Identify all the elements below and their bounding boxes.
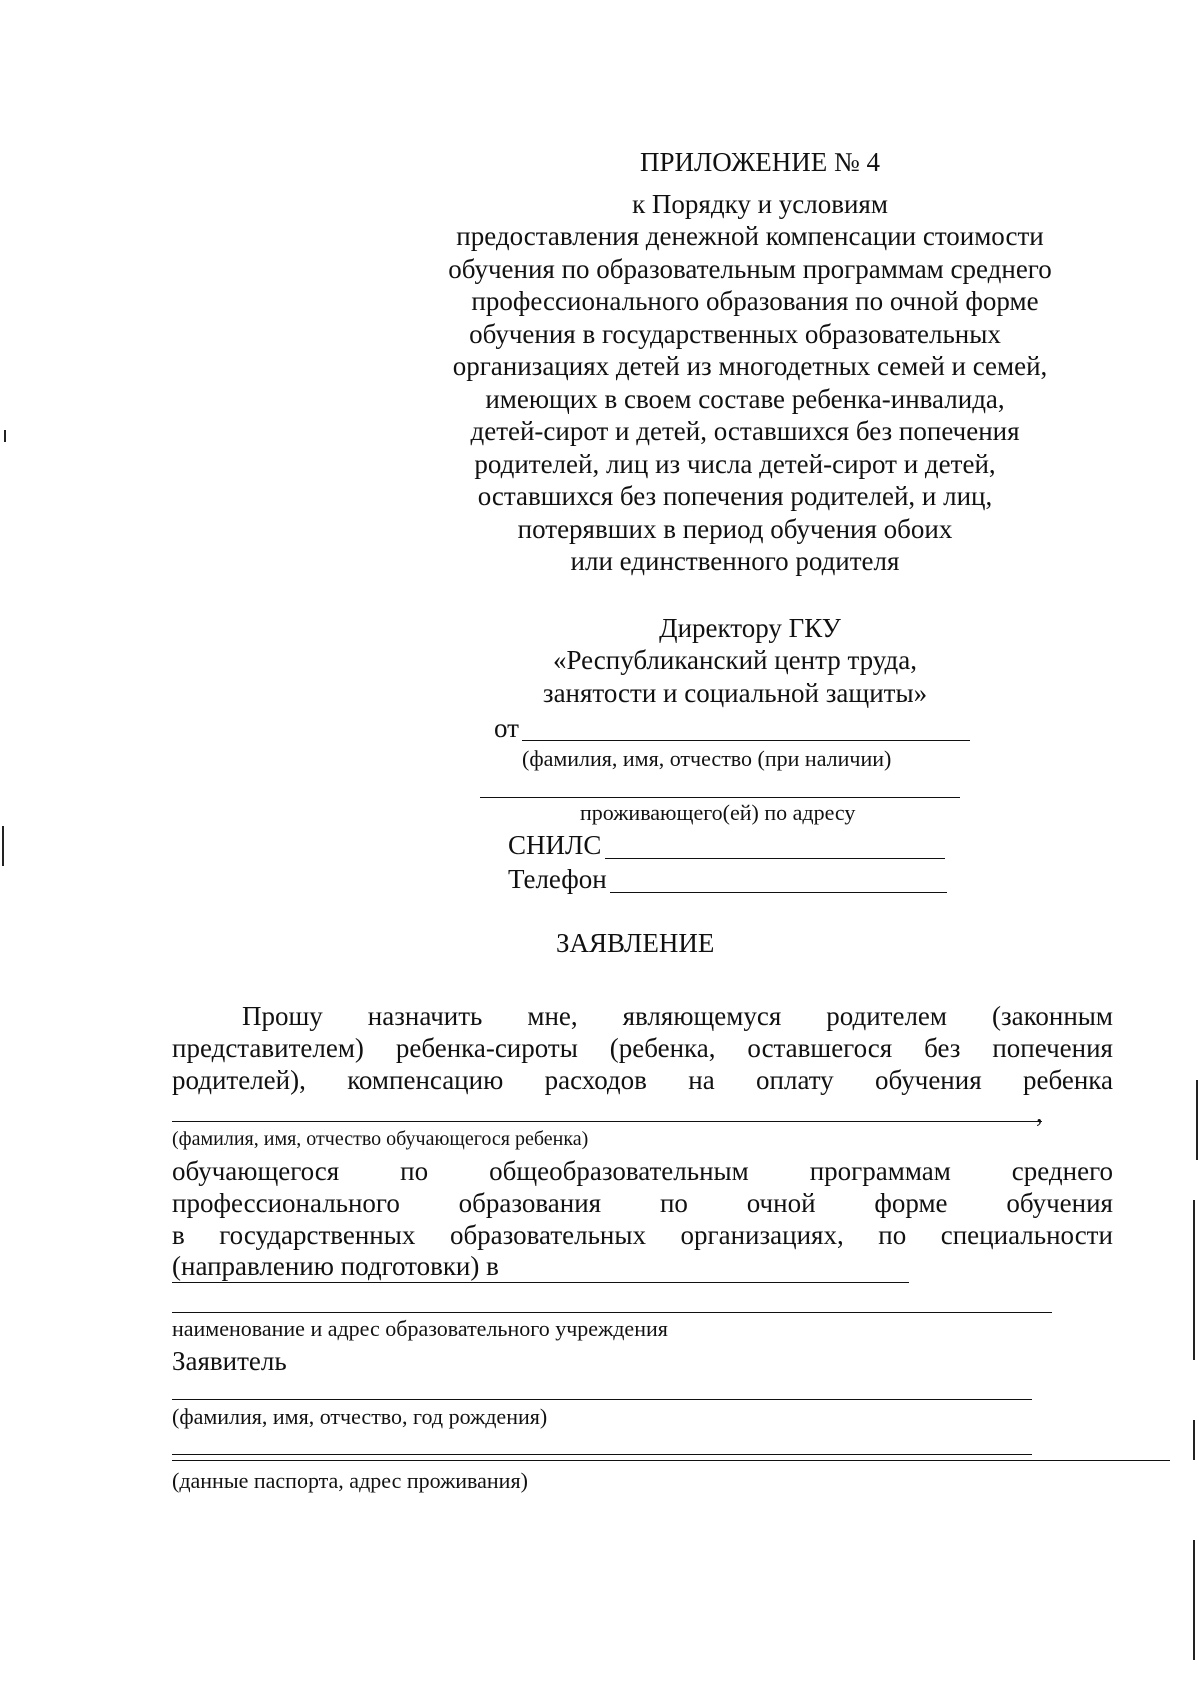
- appendix-line: или единственного родителя: [570, 546, 900, 576]
- child-name-field-line[interactable]: [172, 1121, 1042, 1122]
- statement-word: представителем): [172, 1033, 364, 1063]
- statement-line-1: [242, 1000, 1113, 1032]
- phone-field-line[interactable]: [610, 892, 947, 893]
- statement-word: в: [172, 1220, 185, 1250]
- scan-artifact: [1196, 1080, 1198, 1160]
- appendix-line: потерявших в период обучения обоих: [517, 514, 953, 544]
- statement-word: программам: [809, 1156, 951, 1186]
- appendix-line: родителей, лиц из числа детей-сирот и детей,: [474, 449, 996, 479]
- statement-word: оплату: [756, 1065, 834, 1095]
- scan-artifact: [4, 430, 6, 442]
- statement-word: обучающегося: [172, 1156, 340, 1186]
- statement-word: среднего: [1011, 1156, 1113, 1186]
- passport-caption: (данные паспорта, адрес проживания): [172, 1468, 528, 1493]
- statement-word: оставшегося: [747, 1033, 893, 1063]
- applicant-caption: (фамилия, имя, отчество, год рождения): [172, 1404, 548, 1429]
- statement-line-3: [172, 1064, 1113, 1096]
- statement-word: обучения: [1006, 1188, 1113, 1218]
- statement-word: специальности: [940, 1220, 1113, 1250]
- statement-word: государственных: [219, 1220, 416, 1250]
- statement-line-6: [172, 1219, 1113, 1251]
- appendix-line: имеющих в своем составе ребенка-инвалида,: [485, 384, 1005, 414]
- statement-word: без: [924, 1033, 961, 1063]
- addressee-line-2: «Республиканский центр труда,: [552, 645, 918, 675]
- phone-label: Телефон: [508, 864, 607, 894]
- specialty-field-line[interactable]: [172, 1282, 909, 1283]
- from-name-field-line[interactable]: [522, 740, 970, 741]
- child-name-caption: (фамилия, имя, отчество обучающегося ребенка): [172, 1128, 589, 1150]
- appendix-line: организациях детей из многодетных семей и семей,: [452, 351, 1048, 381]
- statement-word: являющемуся: [622, 1001, 782, 1031]
- statement-line-7: (направлению подготовки) в: [172, 1251, 499, 1281]
- passport-field-line-2[interactable]: [172, 1460, 1170, 1461]
- statement-line-4: [172, 1155, 1113, 1187]
- statement-word: ребенка: [1022, 1065, 1113, 1095]
- statement-title: ЗАЯВЛЕНИЕ: [556, 928, 715, 958]
- statement-word: форме: [874, 1188, 948, 1218]
- appendix-title: ПРИЛОЖЕНИЕ № 4: [639, 147, 881, 177]
- scan-artifact: [1193, 1420, 1195, 1460]
- statement-word: очной: [746, 1188, 816, 1218]
- passport-field-line-1[interactable]: [172, 1454, 1032, 1455]
- statement-word: (ребенка,: [609, 1033, 716, 1063]
- statement-word: назначить: [367, 1001, 483, 1031]
- statement-word: на: [688, 1065, 715, 1095]
- addressee-line-1: Директору ГКУ: [659, 613, 841, 643]
- child-name-comma: ,: [1036, 1098, 1043, 1128]
- applicant-field-line[interactable]: [172, 1399, 1032, 1400]
- appendix-line: оставшихся без попечения родителей, и лиц,: [477, 481, 993, 511]
- snils-field-line[interactable]: [605, 858, 945, 859]
- statement-word: по: [659, 1188, 688, 1218]
- residence-caption: проживающего(ей) по адресу: [580, 800, 856, 825]
- statement-word: мне,: [527, 1001, 578, 1031]
- statement-word: обучения: [875, 1065, 982, 1095]
- scan-artifact: [1193, 1200, 1195, 1360]
- statement-word: родителей),: [172, 1065, 306, 1095]
- appendix-line: предоставления денежной компенсации стоимости: [456, 221, 1044, 251]
- statement-word: родителем: [826, 1001, 947, 1031]
- institution-caption: наименование и адрес образовательного учреждения: [172, 1316, 668, 1341]
- scan-artifact: [1193, 1540, 1195, 1660]
- statement-word: по: [878, 1220, 907, 1250]
- statement-word: организациях,: [680, 1220, 844, 1250]
- statement-line-2: [172, 1032, 1113, 1064]
- statement-word: компенсацию: [347, 1065, 504, 1095]
- appendix-line: к Порядку и условиям: [632, 189, 888, 219]
- statement-word: образования: [458, 1188, 602, 1218]
- from-label: от: [494, 713, 519, 743]
- statement-word: Прошу: [242, 1001, 323, 1031]
- statement-line-5: [172, 1187, 1113, 1219]
- appendix-line: профессионального образования по очной форме: [471, 286, 1039, 316]
- from-name-caption: (фамилия, имя, отчество (при наличии): [522, 746, 892, 771]
- statement-word: общеобразовательным: [489, 1156, 749, 1186]
- appendix-line: детей-сирот и детей, оставшихся без попечения: [470, 416, 1020, 446]
- addressee-line-3: занятости и социальной защиты»: [542, 678, 928, 708]
- statement-word: по: [400, 1156, 429, 1186]
- statement-word: образовательных: [449, 1220, 647, 1250]
- statement-word: профессионального: [172, 1188, 400, 1218]
- statement-word: (законным: [991, 1001, 1113, 1031]
- address-field-line[interactable]: [480, 797, 960, 798]
- statement-word: расходов: [544, 1065, 647, 1095]
- applicant-label: Заявитель: [172, 1346, 287, 1376]
- statement-word: попечения: [992, 1033, 1113, 1063]
- snils-label: СНИЛС: [508, 830, 602, 860]
- appendix-line: обучения по образовательным программам среднего: [448, 254, 1052, 284]
- scan-artifact: [2, 826, 4, 866]
- statement-word: ребенка-сироты: [395, 1033, 578, 1063]
- appendix-line: обучения в государственных образовательных: [469, 319, 1001, 349]
- institution-field-line[interactable]: [172, 1312, 1052, 1313]
